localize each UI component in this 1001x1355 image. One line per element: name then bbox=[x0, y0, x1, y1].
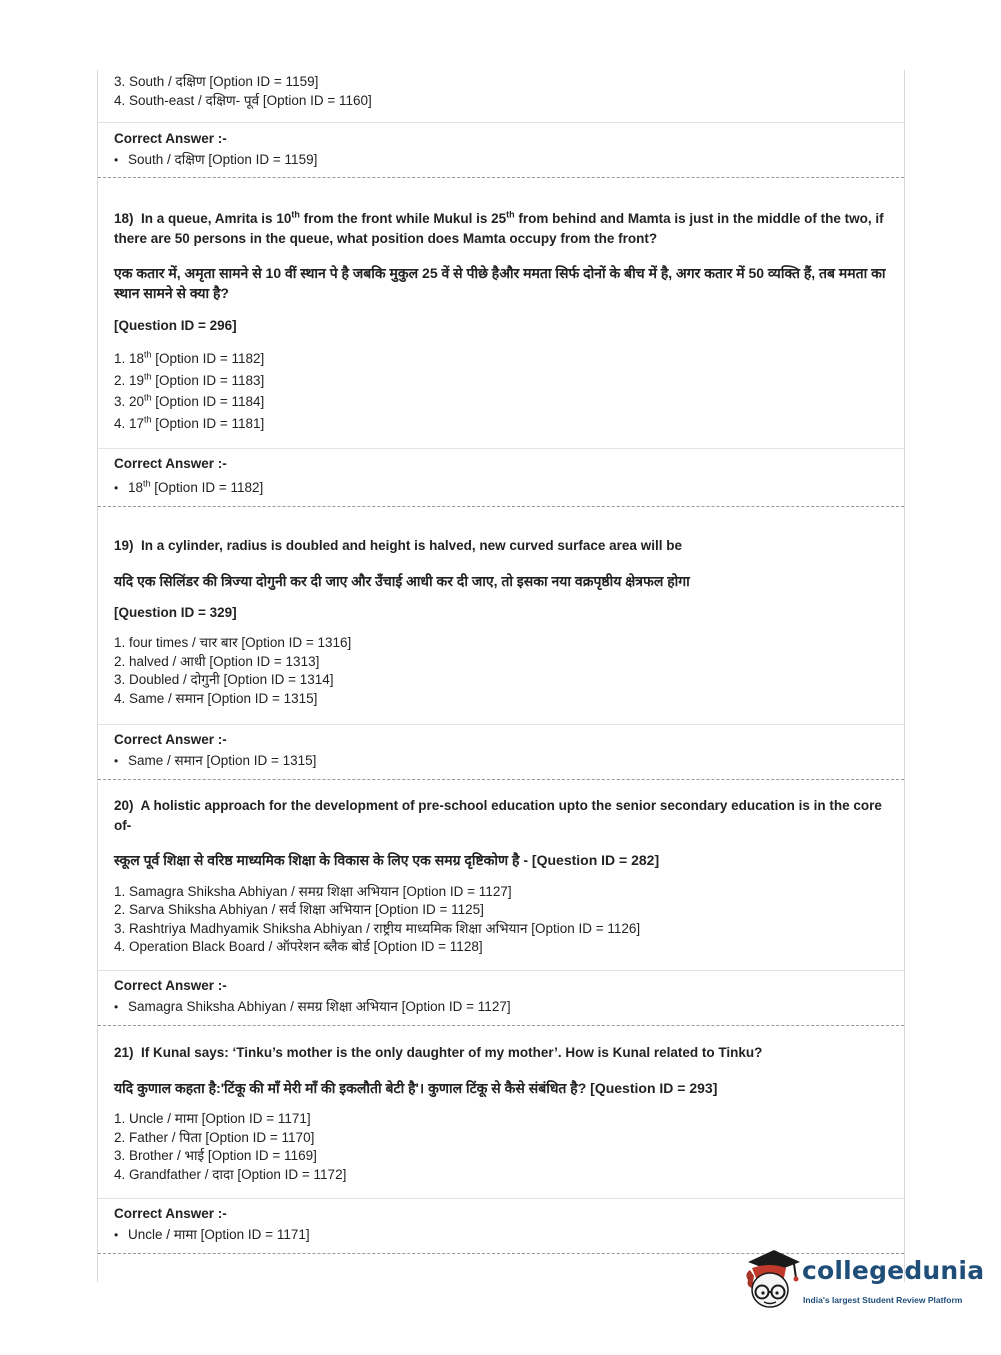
divider bbox=[98, 122, 904, 123]
option-item: 4. Same / समान [Option ID = 1315] bbox=[114, 690, 318, 706]
correct-answer-label: Correct Answer :- bbox=[114, 456, 227, 471]
question-text-part: In a queue, Amrita is 10 bbox=[141, 211, 292, 226]
question-text-hi: यदि कुणाल कहता है:'टिंकू की माँ मेरी माँ की इकलौती बेटी है'। कुणाल टिंकू से कैसे संबंधित है? [Question ID = 293] bbox=[114, 1079, 718, 1096]
option-text: 4. 17 bbox=[114, 415, 145, 431]
question-text-en bbox=[114, 209, 886, 248]
option-item: 2. Sarva Shiksha Abhiyan / सर्व शिक्षा अभियान [Option ID = 1125] bbox=[114, 902, 484, 918]
correct-answer-value-row bbox=[114, 1226, 904, 1244]
question-number: 18) bbox=[114, 211, 134, 226]
option-item: 4. Operation Black Board / ऑपरेशन ब्लैक बोर्ड [Option ID = 1128] bbox=[114, 939, 483, 955]
divider bbox=[98, 970, 904, 971]
bullet-icon: • bbox=[114, 153, 119, 167]
option-text: [Option ID = 1182] bbox=[151, 351, 265, 366]
question-separator bbox=[98, 506, 904, 507]
options-list bbox=[114, 883, 904, 957]
q17-correct-answer bbox=[98, 130, 904, 169]
question-text-hi: स्कूल पूर्व शिक्षा से वरिष्ठ माध्यमिक शिक्षा के विकास के लिए एक समग्र दृष्टिकोण है - [Question ID = 282] bbox=[114, 852, 660, 868]
superscript: th bbox=[144, 371, 152, 381]
superscript: th bbox=[144, 349, 152, 360]
option-item: 3. Brother / भाई [Option ID = 1169] bbox=[114, 1148, 317, 1164]
correct-answer-value: [Option ID = 1182] bbox=[150, 480, 264, 495]
question-id: [Question ID = 296] bbox=[114, 318, 237, 333]
options-list bbox=[114, 1110, 904, 1184]
question-number: 21) bbox=[114, 1045, 134, 1060]
option-item bbox=[114, 391, 904, 413]
q19-correct-answer bbox=[98, 731, 904, 770]
answer-key-page bbox=[97, 70, 905, 1282]
question-separator bbox=[98, 1025, 904, 1026]
option-item bbox=[114, 370, 904, 392]
divider bbox=[98, 1198, 904, 1199]
question-separator bbox=[98, 177, 904, 178]
mascot-icon bbox=[740, 1248, 802, 1314]
option-text: [Option ID = 1181] bbox=[151, 415, 265, 431]
logo-tagline: India's largest Student Review Platform bbox=[803, 1295, 963, 1305]
question-text-part: from behind and Mamta is just in the middle of the two, if there are 50 persons in the queue, what position does Mamta occupy from the front? bbox=[114, 211, 884, 246]
question-text-part: In a cylinder, radius is doubled and height is halved, new curved surface area will be bbox=[141, 538, 682, 553]
option-item: 4. South-east / दक्षिण- पूर्व [Option ID = 1160] bbox=[114, 92, 372, 108]
correct-answer-value-row bbox=[114, 479, 904, 497]
correct-answer-value-row bbox=[114, 998, 904, 1016]
question-id: [Question ID = 329] bbox=[114, 605, 237, 620]
question-text-part: A holistic approach for the development of pre-school education upto the senior secondary education is in the core of- bbox=[114, 798, 882, 833]
options-list bbox=[114, 348, 904, 434]
divider bbox=[98, 724, 904, 725]
question-text-hi: यदि एक सिलिंडर की त्रिज्या दोगुनी कर दी जाए और उँचाई आधी कर दी जाए, तो इसका नया वक्रपृष्ठीय क्षेत्रफल होगा bbox=[114, 572, 690, 589]
option-item: 4. Grandfather / दादा [Option ID = 1172] bbox=[114, 1166, 347, 1182]
divider bbox=[98, 448, 904, 449]
option-item bbox=[114, 413, 904, 435]
options-list bbox=[114, 634, 904, 708]
correct-answer-label: Correct Answer :- bbox=[114, 1206, 227, 1221]
option-item: 1. Uncle / मामा [Option ID = 1171] bbox=[114, 1111, 311, 1126]
option-text: 3. 20 bbox=[114, 394, 145, 409]
question-number: 20) bbox=[114, 798, 134, 813]
question-18 bbox=[98, 209, 904, 434]
correct-answer-value-row bbox=[114, 151, 904, 169]
collegedunia-logo bbox=[740, 1248, 985, 1314]
q20-correct-answer bbox=[98, 977, 904, 1016]
superscript: th bbox=[144, 414, 152, 424]
correct-answer-label: Correct Answer :- bbox=[114, 131, 227, 146]
question-text-en bbox=[114, 796, 886, 835]
option-item bbox=[114, 348, 904, 370]
option-text: [Option ID = 1184] bbox=[151, 394, 265, 409]
bullet-icon: • bbox=[114, 481, 119, 495]
option-text: [Option ID = 1183] bbox=[151, 372, 265, 388]
superscript: th bbox=[143, 478, 151, 489]
q17-options bbox=[98, 73, 904, 110]
superscript: th bbox=[506, 209, 515, 220]
question-text-en bbox=[114, 536, 886, 556]
question-number: 19) bbox=[114, 538, 134, 553]
q21-correct-answer bbox=[98, 1205, 904, 1244]
correct-answer-label: Correct Answer :- bbox=[114, 732, 227, 747]
correct-answer-value: Same / समान [Option ID = 1315] bbox=[128, 753, 317, 768]
option-item: 3. Rashtriya Madhyamik Shiksha Abhiyan / राष्ट्रीय माध्यमिक शिक्षा अभियान [Option ID = 1126] bbox=[114, 920, 641, 936]
option-item: 3. South / दक्षिण [Option ID = 1159] bbox=[114, 74, 319, 89]
option-text: 2. 19 bbox=[114, 372, 145, 388]
superscript: th bbox=[291, 209, 300, 220]
correct-answer-value: Uncle / मामा [Option ID = 1171] bbox=[128, 1227, 310, 1242]
correct-answer-label: Correct Answer :- bbox=[114, 978, 227, 993]
option-item: 2. halved / आधी [Option ID = 1313] bbox=[114, 653, 320, 669]
bullet-icon: • bbox=[114, 754, 119, 768]
correct-answer-value-row bbox=[114, 752, 904, 770]
option-text: 1. 18 bbox=[114, 351, 145, 366]
question-text-part: If Kunal says: ‘Tinku’s mother is the only daughter of my mother’. How is Kunal related to Tinku? bbox=[141, 1045, 763, 1060]
option-item: 3. Doubled / दोगुनी [Option ID = 1314] bbox=[114, 672, 334, 688]
question-text-part: from the front while Mukul is 25 bbox=[299, 211, 507, 226]
bullet-icon: • bbox=[114, 1228, 119, 1242]
q18-correct-answer bbox=[98, 455, 904, 497]
correct-answer-value: South / दक्षिण [Option ID = 1159] bbox=[128, 152, 318, 167]
question-21 bbox=[98, 1043, 904, 1184]
question-19 bbox=[98, 536, 904, 708]
question-text-hi: एक कतार में, अमृता सामने से 10 वीं स्थान पे है जबकि मुकुल 25 वें से पीछे हैऔर ममता सिर्फ दोनों के बीच में है, अगर कतार में 50 व्यक्ति हैं, तब ममता का स्थान सामने से क्या है? bbox=[114, 265, 886, 301]
question-20 bbox=[98, 796, 904, 957]
bullet-icon: • bbox=[114, 1000, 119, 1014]
correct-answer-value: 18 bbox=[128, 480, 144, 495]
question-text-en bbox=[114, 1043, 886, 1063]
logo-wordmark: collegedunia bbox=[802, 1256, 985, 1285]
superscript: th bbox=[144, 392, 152, 403]
correct-answer-value: Samagra Shiksha Abhiyan / समग्र शिक्षा अभियान [Option ID = 1127] bbox=[128, 999, 511, 1014]
question-separator bbox=[98, 779, 904, 780]
option-item: 1. Samagra Shiksha Abhiyan / समग्र शिक्षा अभियान [Option ID = 1127] bbox=[114, 883, 512, 899]
option-item: 2. Father / पिता [Option ID = 1170] bbox=[114, 1129, 315, 1145]
option-item: 1. four times / चार बार [Option ID = 1316] bbox=[114, 635, 352, 650]
